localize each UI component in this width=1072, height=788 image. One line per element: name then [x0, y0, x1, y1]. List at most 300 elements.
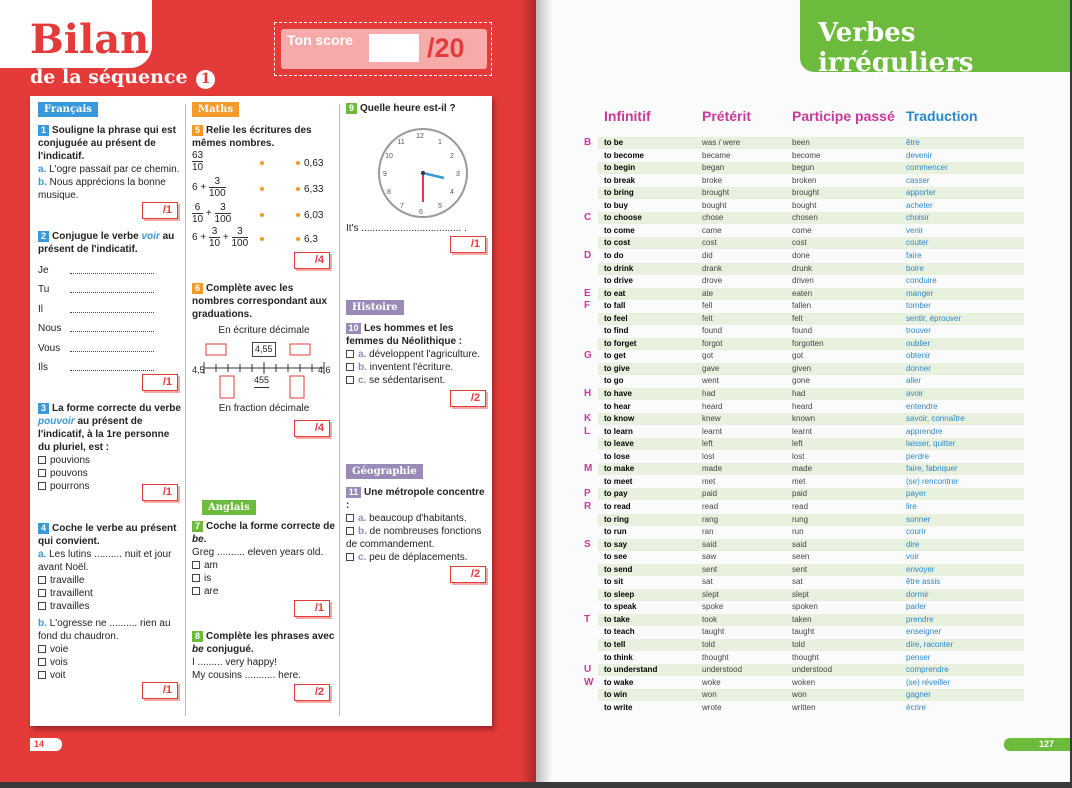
alphabet-letter: D — [584, 250, 592, 261]
verb-row — [598, 639, 1024, 651]
participle-cell: felt — [792, 314, 803, 323]
option-label: b. — [358, 526, 367, 537]
verb-row — [598, 212, 1024, 224]
page-subtitle — [30, 66, 215, 89]
match-row[interactable] — [192, 150, 336, 174]
preterit-cell: fell — [702, 301, 713, 310]
infinitive-cell: to take — [604, 615, 630, 624]
subtitle-text: de la séquence — [30, 66, 188, 88]
question-text: au présent de l'indicatif. — [38, 231, 175, 255]
verb-row — [598, 237, 1024, 249]
infinitive-cell: to say — [604, 540, 628, 549]
points-badge: /4 — [294, 420, 330, 437]
option-text: travailles — [50, 601, 90, 612]
fraction-label: En fraction décimale — [218, 403, 310, 414]
option-text: beaucoup d'habitants. — [369, 513, 467, 524]
verb-row — [598, 677, 1024, 689]
preterit-cell: sat — [702, 577, 713, 586]
checkbox-option[interactable] — [346, 348, 486, 361]
translation-cell: faire, fabriquer — [906, 464, 958, 473]
infinitive-cell: to meet — [604, 477, 633, 486]
checkbox[interactable] — [38, 671, 46, 679]
verb-row — [598, 137, 1024, 149]
infinitive-cell: to drink — [604, 264, 634, 273]
option-label: b. — [38, 177, 47, 188]
clock-face — [378, 128, 468, 218]
preterit-cell: taught — [702, 627, 725, 636]
question-number: 9 — [346, 103, 357, 114]
participle-cell: sent — [792, 565, 808, 574]
verb-row — [598, 350, 1024, 362]
clock-number: 4 — [450, 189, 454, 196]
infinitive-cell: to bring — [604, 188, 634, 197]
infinitive-cell: to send — [604, 565, 633, 574]
option-text: travaille — [50, 575, 85, 586]
preterit-cell: chose — [702, 213, 724, 222]
translation-cell: sonner — [906, 515, 931, 524]
alphabet-letter: L — [584, 426, 591, 437]
numerator: 6 — [194, 202, 201, 213]
score-input[interactable] — [369, 34, 419, 62]
preterit-cell: paid — [702, 489, 718, 498]
question-text: Complète les phrases avec — [206, 631, 335, 642]
checkbox[interactable] — [38, 602, 46, 610]
checkbox-option[interactable] — [192, 585, 336, 598]
participle-cell: thought — [792, 653, 819, 662]
checkbox[interactable] — [192, 574, 200, 582]
preterit-cell: brought — [702, 188, 730, 197]
participle-cell: paid — [792, 489, 808, 498]
infinitive-cell: to buy — [604, 201, 628, 210]
checkbox[interactable] — [38, 589, 46, 597]
checkbox-option[interactable] — [346, 374, 486, 387]
answer-line — [70, 292, 154, 293]
checkbox-option[interactable] — [346, 551, 486, 564]
question-text: Les hommes et les femmes du Néolithique : — [346, 323, 463, 347]
verb-row — [598, 338, 1024, 350]
infinitive-cell: to do — [604, 251, 624, 260]
translation-cell: perdre — [906, 452, 930, 461]
page-title-right: Verbes irréguliers — [818, 18, 974, 78]
preterit-cell: went — [702, 376, 719, 385]
conjugation-line[interactable] — [38, 264, 182, 278]
fraction — [215, 202, 232, 225]
alphabet-letter: T — [584, 614, 591, 625]
translation-cell: laisser, quitter — [906, 439, 956, 448]
points-badge: /1 — [450, 236, 486, 253]
option-a[interactable] — [38, 163, 182, 176]
match-dot[interactable] — [260, 161, 264, 165]
fill-line[interactable]: I ......... very happy! — [192, 657, 278, 668]
denominator: 10 — [192, 214, 204, 225]
match-dot[interactable] — [296, 187, 300, 191]
translation-cell: venir — [906, 226, 924, 235]
infinitive-cell: to drive — [604, 276, 633, 285]
option-text: are — [204, 586, 219, 597]
preterit-cell: met — [702, 477, 716, 486]
hour-hand — [423, 173, 444, 178]
question-7 — [192, 520, 336, 598]
checkbox-option[interactable] — [346, 525, 486, 551]
translation-cell: oublier — [906, 339, 931, 348]
preterit-cell: broke — [702, 176, 723, 185]
checkbox[interactable] — [346, 514, 354, 522]
option-text: de nombreuses fonctions de commandement. — [346, 526, 482, 550]
participle-cell: spoken — [792, 602, 818, 611]
checkbox[interactable] — [192, 561, 200, 569]
points-badge: /1 — [294, 600, 330, 617]
question-number: 8 — [192, 631, 203, 642]
points-badge: /2 — [294, 684, 330, 701]
infinitive-cell: to understand — [604, 665, 658, 674]
given-fraction: 455 — [254, 374, 269, 388]
checkbox[interactable] — [38, 645, 46, 653]
fraction — [209, 226, 220, 249]
translation-cell: devenir — [906, 151, 933, 160]
participle-cell: cost — [792, 238, 807, 247]
preterit-cell: ran — [702, 527, 714, 536]
decimal-label: En écriture décimale — [218, 325, 310, 336]
clock-number: 12 — [416, 133, 424, 140]
participle-cell: met — [792, 477, 806, 486]
option-label: a. — [38, 549, 47, 560]
participle-cell: learnt — [792, 427, 813, 436]
infinitive-cell: to give — [604, 364, 630, 373]
translation-cell: avoir — [906, 389, 924, 398]
alphabet-letter: C — [584, 212, 592, 223]
question-5-title — [192, 124, 336, 150]
checkbox-option[interactable] — [38, 600, 182, 613]
translation-cell: comprendre — [906, 665, 949, 674]
preterit-cell: thought — [702, 653, 729, 662]
preterit-cell: did — [702, 251, 713, 260]
checkbox-option[interactable] — [346, 512, 486, 525]
verb-row — [598, 451, 1024, 463]
participle-cell: woken — [792, 678, 816, 687]
checkbox[interactable] — [346, 553, 354, 561]
section-francais: Français — [38, 102, 98, 117]
participle-cell: taught — [792, 627, 815, 636]
verb-row — [598, 300, 1024, 312]
preterit-cell: spoke — [702, 602, 724, 611]
checkbox-option[interactable] — [192, 559, 336, 572]
conjugation-line[interactable] — [38, 303, 182, 317]
verb-word: be — [192, 644, 204, 655]
denominator: 10 — [208, 238, 221, 249]
question-text: Relie les écritures des mêmes nombres. — [192, 125, 312, 149]
alphabet-letter: G — [584, 350, 592, 361]
translation-cell: (se) rencontrer — [906, 477, 959, 486]
option-text: inventent l'écriture. — [369, 362, 454, 373]
match-dot[interactable] — [260, 187, 264, 191]
preterit-cell: read — [702, 502, 719, 511]
whole-part: 6 + — [192, 232, 207, 244]
translation-cell: payer — [906, 489, 927, 498]
checkbox-option[interactable] — [192, 572, 336, 585]
infinitive-cell: to know — [604, 414, 635, 423]
infinitive-cell: to learn — [604, 427, 633, 436]
alphabet-letter: U — [584, 664, 592, 675]
question-8-title — [192, 630, 336, 656]
infinitive-cell: to find — [604, 326, 629, 335]
preterit-cell: came — [702, 226, 722, 235]
option-text: voit — [50, 670, 66, 681]
checkbox[interactable] — [346, 363, 354, 371]
option-text: am — [204, 560, 218, 571]
question-text: Complète avec les nombres correspondant aux graduations. — [192, 283, 328, 320]
preterit-cell: knew — [702, 414, 721, 423]
points-badge: /1 — [142, 682, 178, 699]
alphabet-letter: F — [584, 300, 591, 311]
page-title: Bilan — [30, 16, 150, 63]
preterit-cell: had — [702, 389, 716, 398]
verb-row — [598, 601, 1024, 613]
clock-number: 8 — [387, 189, 391, 196]
column-divider — [339, 104, 340, 716]
header-preterit: Prétérit — [702, 108, 752, 124]
option-text: peu de déplacements. — [369, 552, 468, 563]
participle-cell: bought — [792, 201, 817, 210]
score-label: Ton score — [287, 32, 353, 48]
checkbox[interactable] — [38, 658, 46, 666]
preterit-cell: left — [702, 439, 713, 448]
infinitive-cell: to be — [604, 138, 624, 147]
infinitive-cell: to feel — [604, 314, 628, 323]
option-text: travaillent — [50, 588, 93, 599]
participle-cell: understood — [792, 665, 833, 674]
participle-cell: got — [792, 351, 804, 360]
question-text: conjugué. — [206, 644, 254, 655]
infinitive-cell: to speak — [604, 602, 637, 611]
question-text: Coche le verbe au présent qui convient. — [38, 523, 177, 547]
infinitive-cell: to break — [604, 176, 636, 185]
numerator: 3 — [220, 202, 226, 213]
alphabet-letter: B — [584, 137, 592, 148]
translation-cell: écrire — [906, 703, 927, 712]
translation-cell: commencer — [906, 163, 948, 172]
participle-cell: fallen — [792, 301, 812, 310]
infinitive-cell: to hear — [604, 402, 631, 411]
clock-number: 10 — [385, 153, 393, 160]
checkbox[interactable] — [38, 482, 46, 490]
participle-cell: slept — [792, 590, 809, 599]
participle-cell: lost — [792, 452, 805, 461]
translation-cell: trouver — [906, 326, 931, 335]
checkbox[interactable] — [192, 587, 200, 595]
translation-cell: entendre — [906, 402, 938, 411]
answer-line — [70, 370, 154, 371]
infinitive-cell: to have — [604, 389, 633, 398]
verb-row — [598, 664, 1024, 676]
checkbox-option[interactable] — [38, 656, 182, 669]
option-text: vois — [50, 657, 68, 668]
question-number: 6 — [192, 283, 203, 294]
question-text: Quelle heure est-il ? — [360, 103, 456, 114]
fraction — [209, 176, 226, 199]
question-1 — [38, 124, 182, 202]
preterit-cell: forgot — [702, 339, 723, 348]
checkbox-option[interactable] — [346, 361, 486, 374]
participle-cell: eaten — [792, 289, 813, 298]
verb-row — [598, 200, 1024, 212]
points-badge: /1 — [142, 484, 178, 501]
infinitive-cell: to begin — [604, 163, 636, 172]
fraction — [232, 226, 249, 249]
translation-cell: voir — [906, 552, 919, 561]
verb-row — [598, 551, 1024, 563]
column-histoire-geo — [346, 102, 486, 722]
translation-cell: acheter — [906, 201, 933, 210]
numerator: 3 — [214, 176, 221, 187]
question-9 — [346, 102, 490, 115]
infinitive-cell: to see — [604, 552, 628, 561]
fraction — [192, 150, 203, 173]
match-dot[interactable] — [260, 213, 264, 217]
verb-row — [598, 150, 1024, 162]
verb-row — [598, 375, 1024, 387]
verb-row — [598, 576, 1024, 588]
participle-cell: made — [792, 464, 813, 473]
score-max: /20 — [427, 33, 465, 63]
decimal-value: 6,3 — [304, 234, 318, 245]
infinitive-cell: to cost — [604, 238, 631, 247]
translation-cell: apporter — [906, 188, 936, 197]
question-6-title — [192, 282, 336, 321]
question-text: Souligne la phrase qui est conjuguée au présent de l'indicatif. — [38, 125, 176, 162]
participle-cell: had — [792, 389, 806, 398]
checkbox-option[interactable] — [38, 587, 182, 600]
verb-row — [598, 689, 1024, 701]
option-text: développent l'agriculture. — [369, 349, 480, 360]
verb-row — [598, 589, 1024, 601]
infinitive-cell: to teach — [604, 627, 635, 636]
answer-line — [70, 273, 154, 274]
checkbox[interactable] — [38, 469, 46, 477]
checkbox-option[interactable] — [38, 574, 182, 587]
pronoun: Il — [38, 304, 43, 315]
verb-row — [598, 614, 1024, 626]
book-spine — [520, 0, 552, 782]
alphabet-letter: K — [584, 413, 592, 424]
checkbox[interactable] — [346, 350, 354, 358]
left-page — [0, 0, 536, 782]
clock-number: 11 — [397, 139, 405, 146]
match-row[interactable]: 6 + $\frac{3}{10}$ + $\frac{3}{100}$ 6,3 — [192, 226, 318, 249]
participle-cell: run — [792, 527, 804, 536]
column-francais — [38, 102, 184, 722]
checkbox-option[interactable] — [38, 467, 182, 480]
preterit-cell: bought — [702, 201, 727, 210]
header-traduction: Traduction — [906, 108, 978, 124]
checkbox-option[interactable] — [38, 454, 182, 467]
points-badge: /2 — [450, 566, 486, 583]
denominator: 100 — [214, 214, 232, 225]
verb-row — [598, 363, 1024, 375]
verb-row — [598, 526, 1024, 538]
question-4-title — [38, 522, 182, 548]
checkbox-option[interactable] — [38, 643, 182, 656]
infinitive-cell: to choose — [604, 213, 642, 222]
denominator: 100 — [231, 238, 249, 249]
checkbox-option[interactable] — [38, 669, 182, 682]
translation-cell: lire — [906, 502, 917, 511]
question-1-title — [38, 124, 182, 163]
translation-cell: prendre — [906, 615, 934, 624]
translation-cell: couter — [906, 238, 929, 247]
line-end-label: 4,6 — [318, 365, 331, 375]
participle-cell: said — [792, 540, 807, 549]
match-dot[interactable] — [296, 213, 300, 217]
verb-row — [598, 652, 1024, 664]
participle-cell: written — [792, 703, 816, 712]
sentence-text: L'ogresse ne .......... rien au fond du chaudron. — [38, 618, 171, 642]
infinitive-cell: to forget — [604, 339, 637, 348]
answer-line — [70, 351, 154, 352]
alphabet-letter: E — [584, 288, 591, 299]
section-maths: Maths — [192, 102, 239, 117]
match-row[interactable]: $\frac{6}{10}$ + $\frac{3}{100}$ 6,03 — [192, 202, 324, 225]
verb-row — [598, 175, 1024, 187]
checkbox[interactable] — [346, 376, 354, 384]
infinitive-cell: to eat — [604, 289, 626, 298]
match-dot[interactable] — [260, 237, 264, 241]
infinitive-cell: to pay — [604, 489, 628, 498]
match-row[interactable] — [192, 176, 336, 200]
conjugation-line[interactable] — [38, 361, 182, 375]
clock-number: 2 — [450, 153, 454, 160]
checkbox[interactable] — [38, 456, 46, 464]
match-dot[interactable] — [296, 237, 300, 241]
conjugation-line[interactable] — [38, 322, 182, 336]
participle-cell: chosen — [792, 213, 818, 222]
section-histoire: Histoire — [346, 300, 404, 315]
translation-cell: apprendre — [906, 427, 943, 436]
question-6 — [192, 282, 336, 337]
infinitive-cell: to sleep — [604, 590, 635, 599]
checkbox[interactable] — [38, 576, 46, 584]
option-text: pouvons — [50, 468, 88, 479]
points-badge: /4 — [294, 252, 330, 269]
time-answer-line[interactable]: It's .................................... . — [346, 223, 467, 234]
decimal-value: 6,33 — [304, 184, 324, 195]
sentence-text: Les lutins .......... nuit et jour avant Noël. — [38, 549, 172, 573]
conjugation-line[interactable] — [38, 342, 182, 356]
line-start-label: 4,5 — [192, 365, 205, 375]
question-11-title — [346, 486, 486, 512]
question-8 — [192, 630, 336, 682]
translation-cell: tomber — [906, 301, 931, 310]
match-dot[interactable] — [296, 161, 300, 165]
checkbox[interactable] — [346, 527, 354, 535]
fill-line[interactable]: My cousins ........... here. — [192, 670, 301, 681]
preterit-cell: won — [702, 690, 717, 699]
preterit-cell: found — [702, 326, 723, 335]
verb-row — [598, 426, 1024, 438]
sequence-number: 1 — [196, 70, 215, 89]
verb-row — [598, 288, 1024, 300]
option-b[interactable] — [38, 176, 182, 202]
translation-cell: savoir, connaître — [906, 414, 965, 423]
question-number: 10 — [346, 323, 361, 334]
verb-word: pouvoir — [38, 416, 75, 427]
alphabet-letter: W — [584, 677, 594, 688]
conjugation-line[interactable] — [38, 283, 182, 297]
translation-cell: courir — [906, 527, 927, 536]
question-number: 1 — [38, 125, 49, 136]
option-text: se sédentarisent. — [369, 375, 446, 386]
option-label: b. — [38, 618, 47, 629]
infinitive-cell: to read — [604, 502, 631, 511]
